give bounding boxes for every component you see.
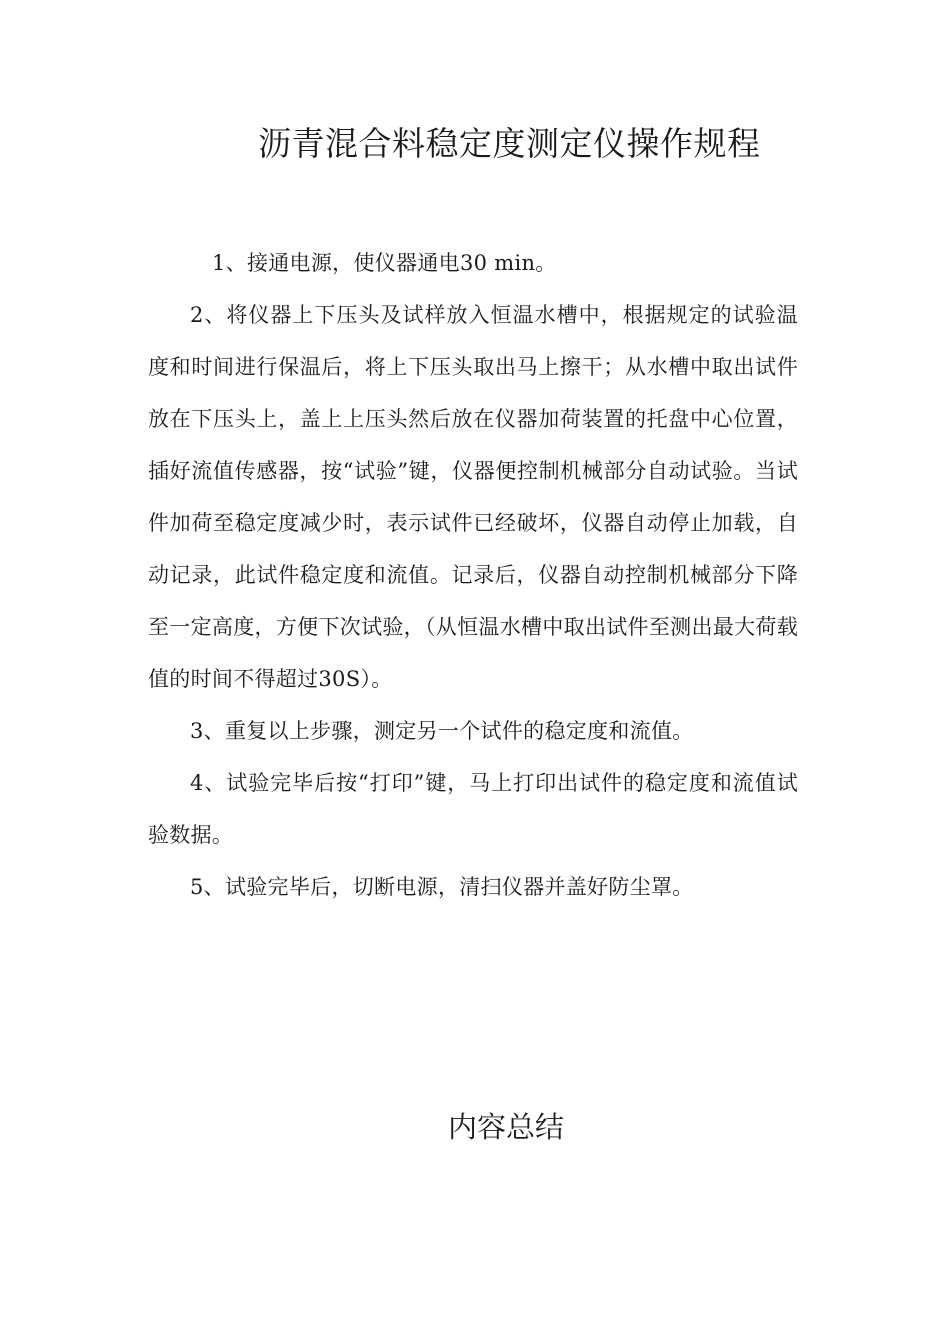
- step-4: 4、试验完毕后按“打印”键，马上打印出试件的稳定度和流值试验数据。: [148, 771, 798, 847]
- summary-heading: 内容总结: [448, 1110, 565, 1144]
- step-2: 2、将仪器上下压头及试样放入恒温水槽中，根据规定的试验温度和时间进行保温后，将上下压头取出马上擦干；从水槽中取出试件放在下压头上，盖上上压头然后放在仪器加荷装置的托盘中心位置，插好流值传感器，按“试验”键，仪器便控制机械部分自动试验。当试件加荷至稳定度减少时，表示试件已经破坏，仪器自动停止加载，自动记录，此试件稳定度和流值。记录后，仪器自动控制机械部分下降至一定高度，方便下次试验，（从恒温水槽中取出试件至测出最大荷载值的时间不得超过30S）。: [148, 303, 798, 691]
- document-title: 沥青混合料稳定度测定仪操作规程: [258, 124, 761, 163]
- step-3: 3、重复以上步骤，测定另一个试件的稳定度和流值。: [190, 719, 694, 743]
- procedure-steps: [148, 237, 798, 913]
- step-5: 5、试验完毕后，切断电源，清扫仪器并盖好防尘罩。: [190, 875, 694, 899]
- step-1: 1、接通电源，使仪器通电30 min。: [212, 251, 557, 275]
